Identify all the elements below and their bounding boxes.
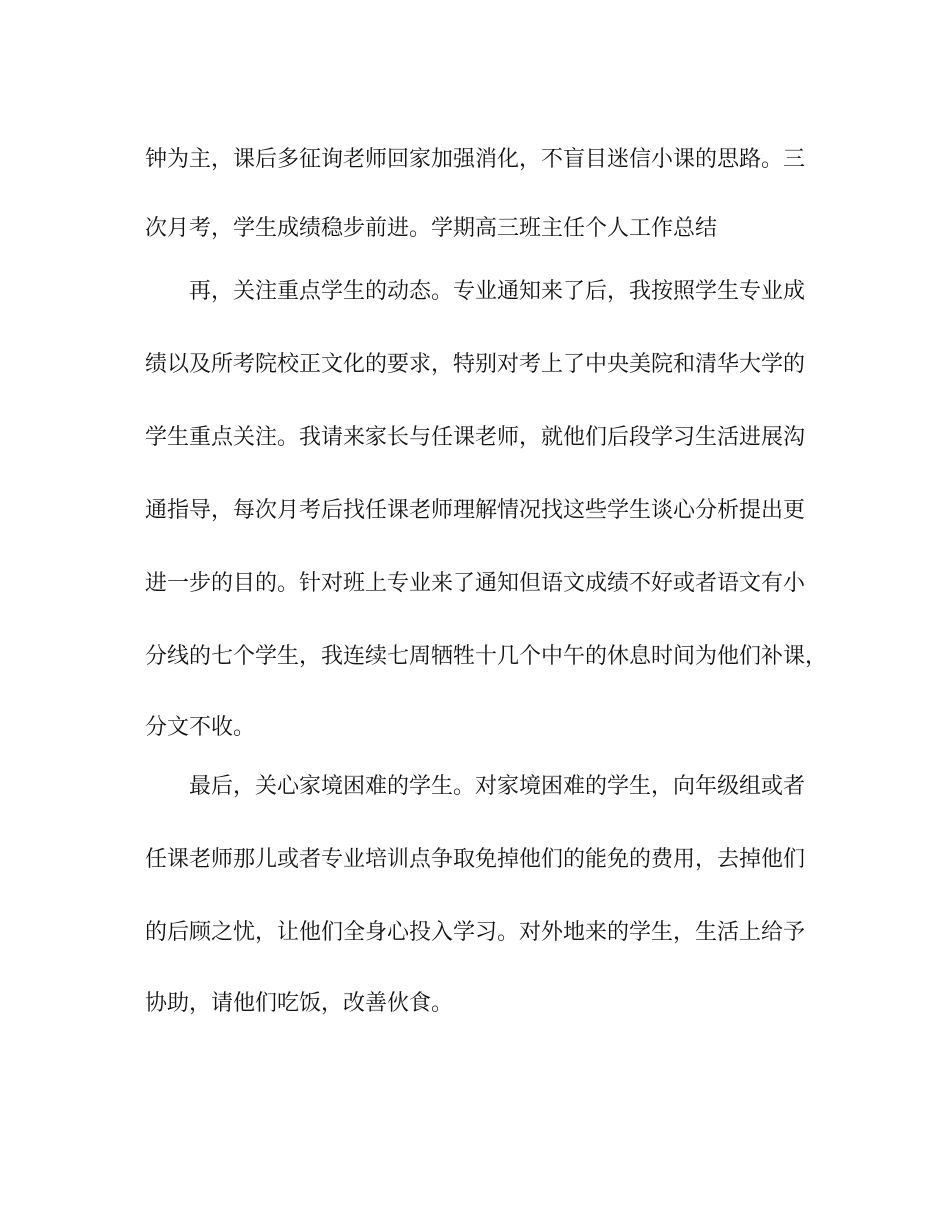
text-line: 分线的七个学生，我连续七周牺牲十几个中午的休息时间为他们补课， (145, 644, 828, 669)
text-line: 分文不收。 (145, 715, 256, 740)
text-line: 协助，请他们吃饭，改善伙食。 (145, 991, 454, 1016)
text-line: 学生重点关注。我请来家长与任课老师，就他们后段学习生活进展沟 (145, 425, 806, 450)
paragraph-start-line: 再，关注重点学生的动态。专业通知来了后，我按照学生专业成 (189, 279, 806, 304)
text-line: 任课老师那儿或者专业培训点争取免掉他们的能免的费用，去掉他们 (145, 847, 806, 872)
paragraph-start-line: 最后，关心家境困难的学生。对家境困难的学生，向年级组或者 (189, 774, 806, 799)
text-line: 绩以及所考院校正文化的要求，特别对考上了中央美院和清华大学的 (145, 352, 806, 377)
text-line: 次月考，学生成绩稳步前进。学期高三班主任个人工作总结 (145, 216, 718, 241)
text-line: 钟为主，课后多征询老师回家加强消化，不盲目迷信小课的思路。三 (145, 147, 806, 172)
text-line: 进一步的目的。针对班上专业来了通知但语文成绩不好或者语文有小 (145, 571, 806, 596)
text-line: 通指导，每次月考后找任课老师理解情况找这些学生谈心分析提出更 (145, 498, 806, 523)
text-line: 的后顾之忧，让他们全身心投入学习。对外地来的学生，生活上给予 (145, 920, 806, 945)
